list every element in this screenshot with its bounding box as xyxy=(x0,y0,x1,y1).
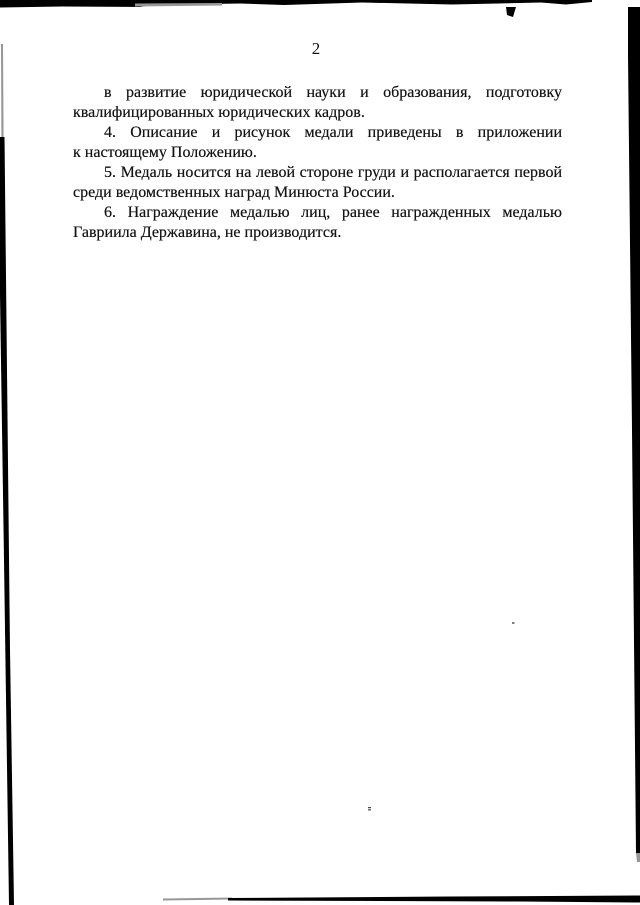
document-line: Гавриила Державина, не производится. xyxy=(73,224,342,241)
document-line: к настоящему Положению. xyxy=(73,144,257,161)
scan-speck-upper xyxy=(512,622,515,624)
scan-edge-top-gray-segment xyxy=(135,3,222,7)
document-body xyxy=(73,83,562,243)
scan-edge-top xyxy=(0,0,592,8)
scan-speck-lower-1 xyxy=(368,807,371,808)
scan-edge-right-tail xyxy=(636,853,640,862)
page-number: 2 xyxy=(311,39,321,58)
scan-speck-lower-2 xyxy=(368,809,371,810)
scan-edge-left-gray xyxy=(1,44,4,140)
scan-edge-bottom-gray xyxy=(163,898,232,901)
scan-edge-right xyxy=(628,7,640,853)
document-line: 5. Медаль носится на левой стороне груди и располагается первой xyxy=(104,164,562,181)
document-line: 4. Описание и рисунок медали приведены в приложении xyxy=(104,124,562,141)
document-line: квалифицированных юридических кадров. xyxy=(73,104,365,121)
scan-edge-left xyxy=(0,137,14,905)
document-line: среди ведомственных наград Минюста России. xyxy=(73,184,395,201)
document-line: в развитие юридической науки и образования, подготовку xyxy=(104,84,562,101)
document-line: 6. Награждение медалью лиц, ранее награжденных медалью xyxy=(104,204,562,221)
scan-edge-bottom xyxy=(228,896,640,903)
scan-mark-top-right xyxy=(506,7,516,17)
